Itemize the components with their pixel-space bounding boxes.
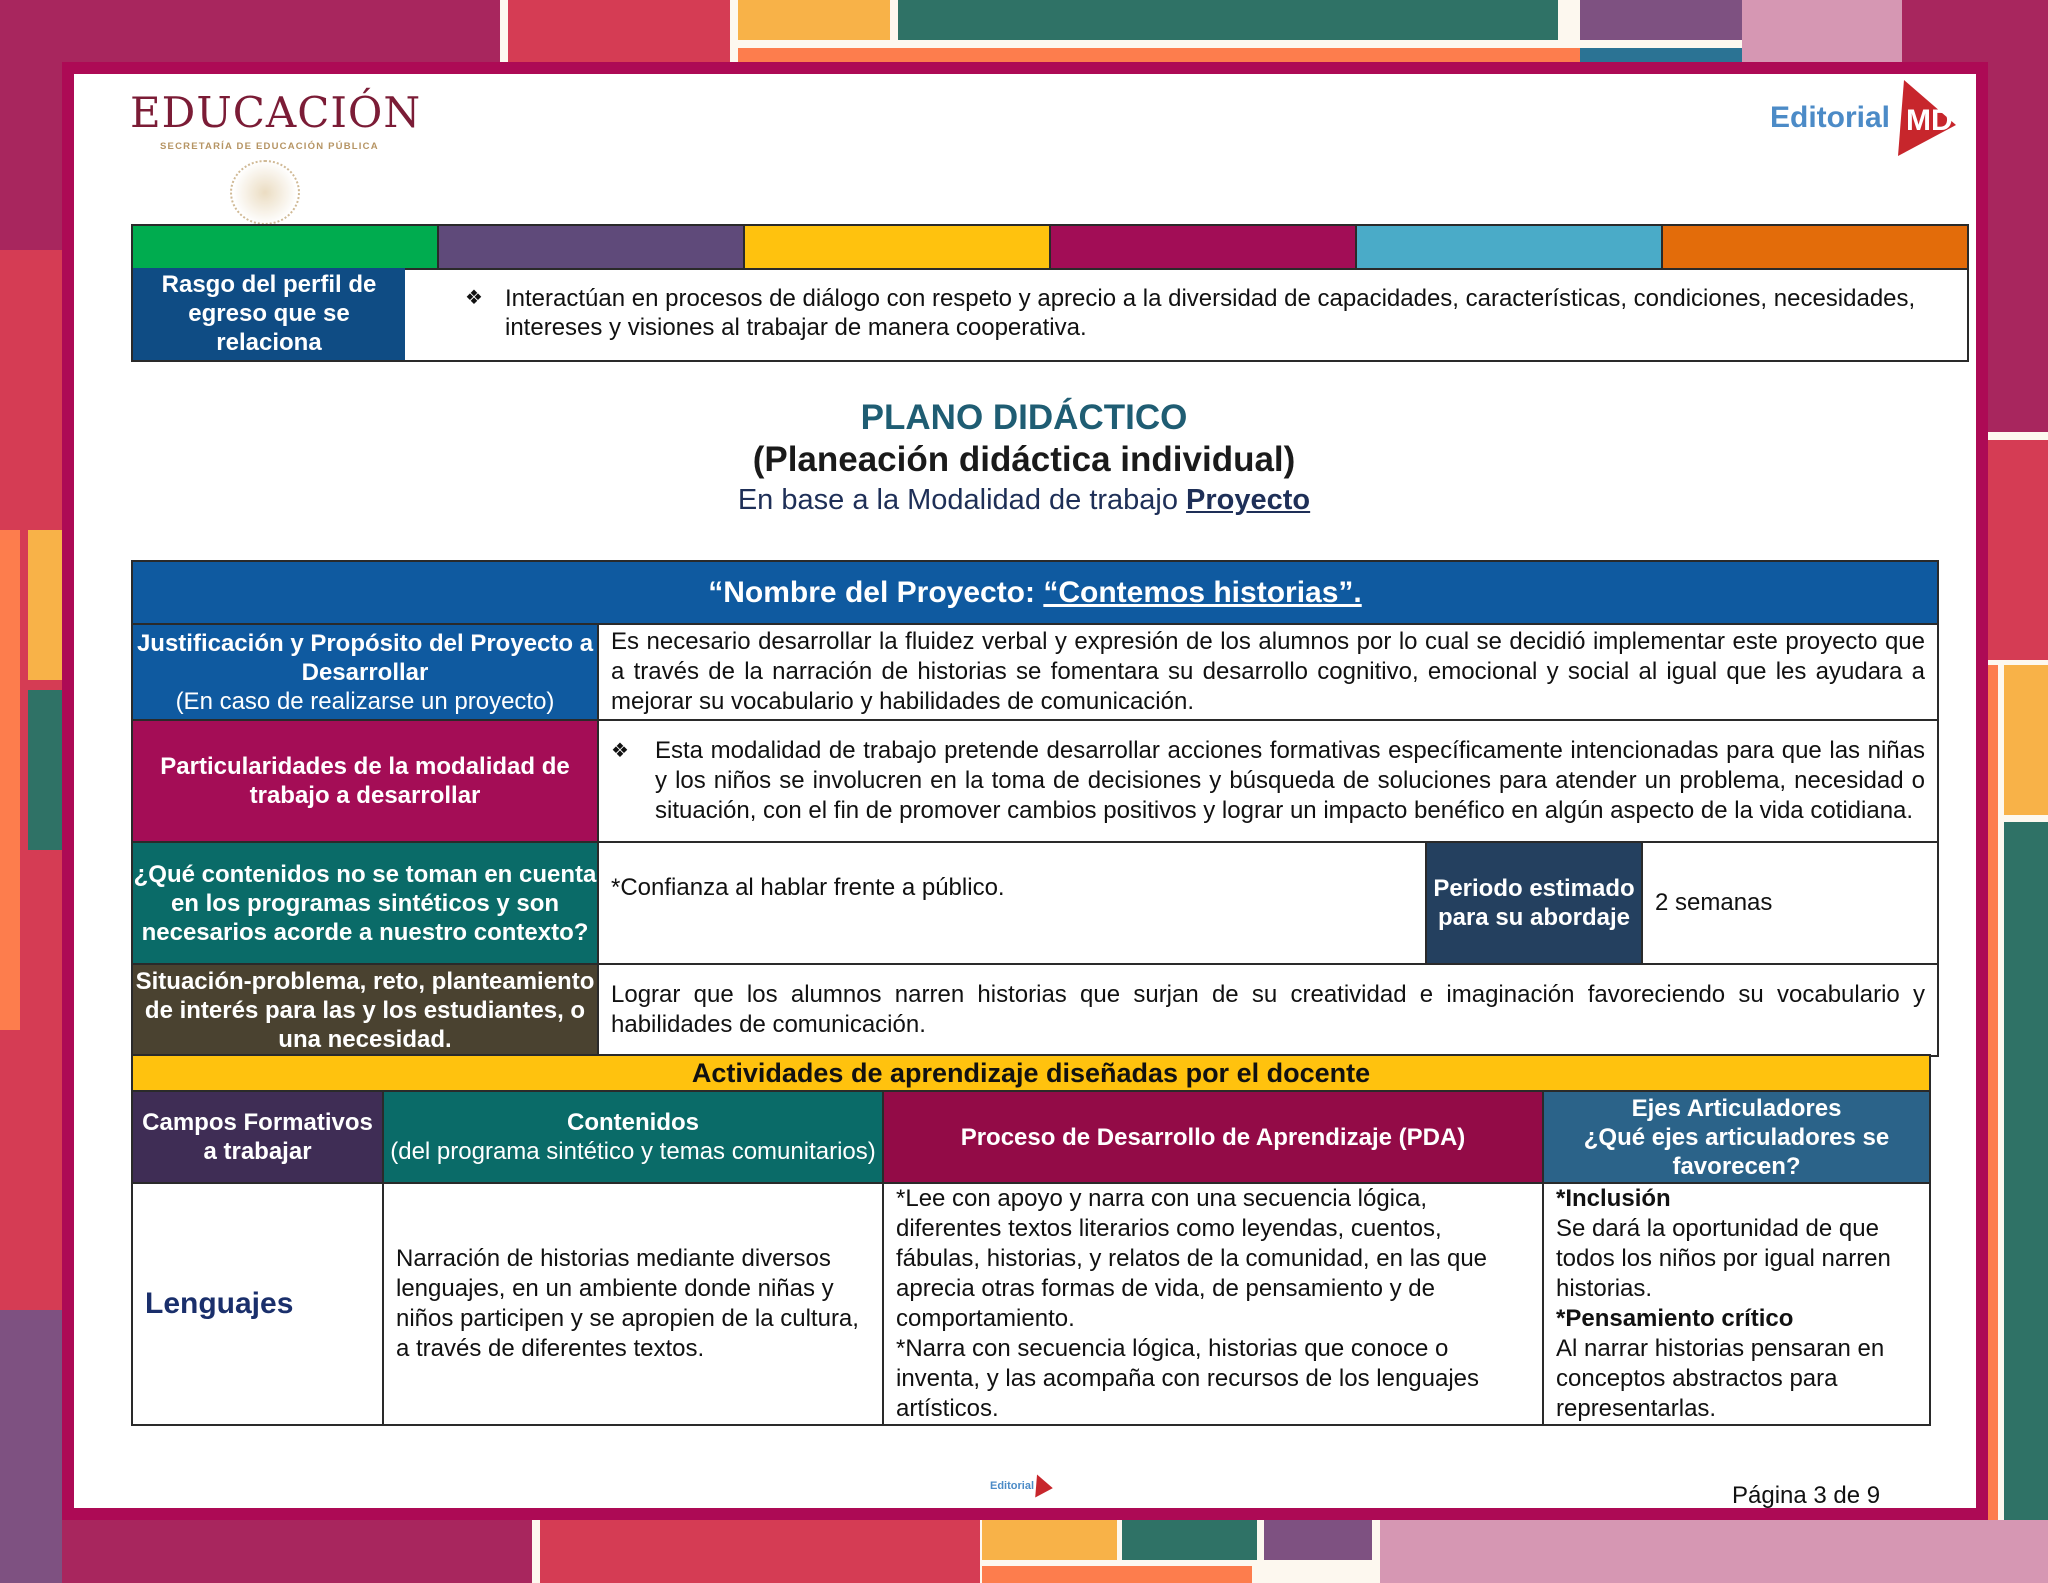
particularidades-text: Esta modalidad de trabajo pretende desarrollar acciones formativas específicamente intencionadas para que las niñas y los niños se involucren en la toma de decisiones y búsqueda de soluciones para atender un problema, necesidad o situación, con el fin de promover cambios positivos y lograr un impacto benéfico en algún aspecto de la vida cotidiana. (655, 737, 1925, 824)
header-ejes-title: Ejes Articuladores (1631, 1094, 1842, 1122)
periodo-label: Periodo estimado para su abordaje (1426, 842, 1642, 964)
svg-text:MD: MD (1906, 104, 1953, 137)
eje-text: Al narrar historias pensaran en conceptos abstractos para representarlas. (1556, 1335, 1885, 1422)
campo-cell: Lenguajes (132, 1183, 383, 1425)
justificacion-label-text: Justificación y Propósito del Proyecto a Desarrollar (136, 629, 594, 686)
header-ejes (1543, 1091, 1930, 1183)
color-swatch (1051, 226, 1357, 268)
justificacion-text: Es necesario desarrollar la fluidez verbal y expresión de los alumnos por lo cual se decidió implementar este proyecto que a través de la narración de historias se fomentara su desarrollo cognitivo, emocional y social al igual que les ayudara a mejorar su vocabulario y habilidades de comunicación. (598, 624, 1938, 720)
contenidos-no-considerados-label: ¿Qué contenidos no se toman en cuenta en los programas sintéticos y son necesarios acorde a nuestro contexto? (132, 842, 598, 964)
eje-title: *Inclusión (1556, 1185, 1671, 1212)
project-table (131, 560, 1939, 1057)
ejes-cell (1543, 1183, 1930, 1425)
table-row (132, 1183, 1930, 1425)
page-number: Página 3 de 9 (1732, 1482, 1881, 1509)
header-ejes-note: ¿Qué ejes articuladores se favorecen? (1583, 1123, 1890, 1180)
color-bar (131, 224, 1969, 270)
header-contenidos-title: Contenidos (567, 1109, 699, 1136)
particularidades-value (598, 720, 1938, 842)
page-title: PLANO DIDÁCTICO (860, 398, 1188, 437)
color-swatch (745, 226, 1051, 268)
rasgo-label: Rasgo del perfil de egreso que se relaciona (133, 268, 405, 360)
page-subtitle: (Planeación didáctica individual) (752, 440, 1296, 479)
diamond-bullet-icon: ❖ (611, 740, 629, 762)
eje-text: Se dará la oportunidad de que todos los niños por igual narren historias. (1556, 1215, 1891, 1302)
activities-table (131, 1054, 1931, 1426)
eje-title: *Pensamiento crítico (1556, 1305, 1794, 1332)
contenido-cell: Narración de historias mediante diversos lenguajes, en un ambiente donde niñas y niños participen y se apropien de la cultura, a través de diferentes textos. (383, 1183, 883, 1425)
color-swatch (133, 226, 439, 268)
color-swatch (1357, 226, 1663, 268)
color-swatch (439, 226, 745, 268)
sep-logo-title: EDUCACIÓN (130, 88, 422, 137)
modality-line (0, 484, 2048, 517)
md-triangle-icon (1034, 1472, 1054, 1500)
header-campos: Campos Formativos a trabajar (132, 1091, 383, 1183)
pda-cell (883, 1183, 1543, 1425)
header-contenidos-note: (del programa sintético y temas comunitarios) (390, 1138, 876, 1165)
situacion-problema-text: Lograr que los alumnos narren historias que surjan de su creatividad e imaginación favoreciendo su vocabulario y habilidades de comunicación. (598, 964, 1938, 1056)
rasgo-text: Interactúan en procesos de diálogo con respeto y aprecio a la diversidad de capacidades, características, condiciones, necesidades, intereses y visiones al trabajar de manera cooperativa. (505, 285, 1916, 341)
activities-title: Actividades de aprendizaje diseñadas por el docente (132, 1055, 1930, 1091)
header-contenidos (383, 1091, 883, 1183)
editorial-logo-text: Editorial (1770, 101, 1891, 134)
national-seal-icon (230, 160, 300, 225)
pda-item: *Lee con apoyo y narra con una secuencia lógica, diferentes textos literarios como leyendas, cuentos, fábulas, historias, y relatos de la comunidad, en las que aprecia otras formas de vida, de pensamiento y de comportamiento. (896, 1185, 1488, 1332)
modality-prefix: En base a la Modalidad de trabajo (737, 484, 1187, 516)
footer-logo (990, 1472, 1054, 1500)
justificacion-label (132, 624, 598, 720)
diamond-bullet-icon: ❖ (465, 287, 483, 309)
editorial-md-logo (1770, 80, 1960, 156)
project-name-prefix: “Nombre del Proyecto: (708, 575, 1044, 609)
color-swatch (1663, 226, 1967, 268)
situacion-problema-label: Situación-problema, reto, planteamiento de interés para las y los estudiantes, o una necesidad. (132, 964, 598, 1056)
project-name: “Contemos historias”. (1043, 575, 1362, 609)
periodo-value: 2 semanas (1642, 842, 1938, 964)
header-pda: Proceso de Desarrollo de Aprendizaje (PDA) (883, 1091, 1543, 1183)
md-triangle-icon (1894, 80, 1960, 156)
rasgo-perfil-row (131, 268, 1969, 362)
footer-logo-text: Editorial (990, 1480, 1035, 1492)
sep-logo (130, 88, 421, 152)
pda-item: *Narra con secuencia lógica, historias que conoce o inventa, y las acompaña con recursos de los lenguajes artísticos. (896, 1335, 1480, 1422)
sep-logo-subtitle: SECRETARÍA DE EDUCACIÓN PÚBLICA (160, 141, 379, 152)
contenidos-no-considerados-text: *Confianza al hablar frente a público. (598, 842, 1426, 964)
particularidades-label: Particularidades de la modalidad de trabajo a desarrollar (132, 720, 598, 842)
modality-value: Proyecto (1186, 484, 1311, 516)
project-name-header (132, 561, 1938, 624)
rasgo-value (405, 268, 1967, 360)
justificacion-label-note: (En caso de realizarse un proyecto) (175, 687, 555, 715)
